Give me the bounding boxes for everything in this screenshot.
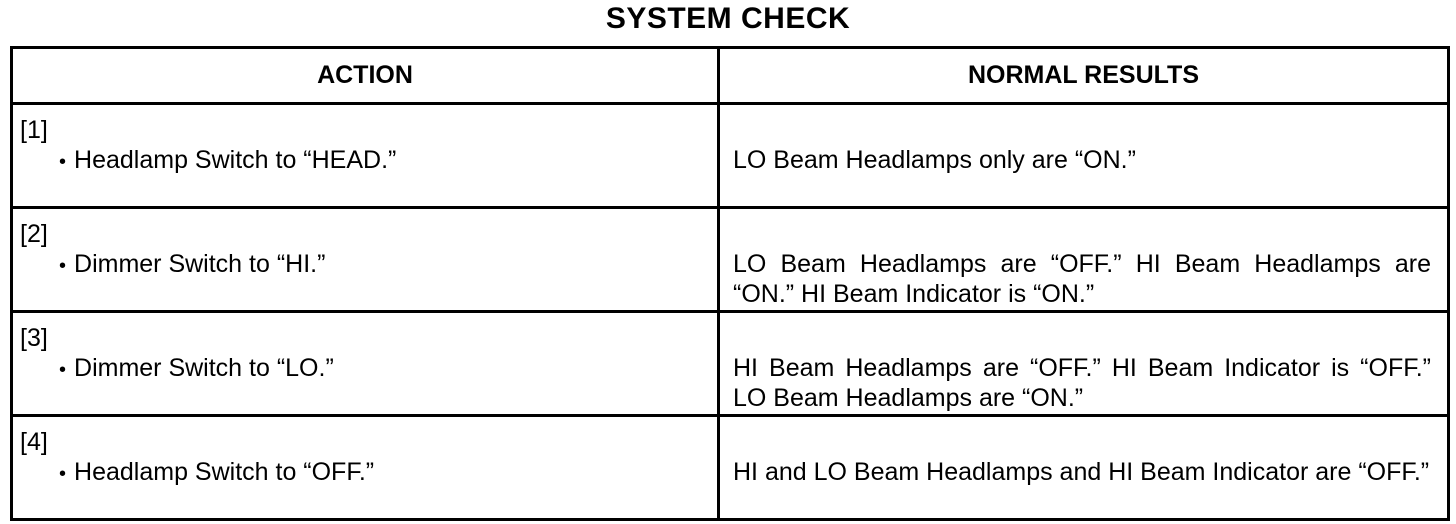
table-row [12, 208, 1449, 312]
bullet-icon: • [59, 151, 67, 173]
step-action [13, 145, 717, 177]
step-number: [2] [20, 220, 48, 248]
table-row [12, 104, 1449, 208]
bullet-icon: • [59, 463, 67, 485]
step-action-text: Headlamp Switch to “HEAD.” [74, 146, 397, 174]
action-cell [12, 312, 719, 416]
system-check-table [10, 46, 1450, 521]
action-cell [12, 208, 719, 312]
page-title: SYSTEM CHECK [605, 2, 851, 35]
result-cell [719, 104, 1449, 208]
step-result: LO Beam Headlamps only are “ON.” [733, 146, 1136, 174]
step-result: LO Beam Headlamps are “OFF.” HI Beam Headlamps are “ON.” HI Beam Indicator is “ON.” [733, 250, 1431, 308]
table-header-row [12, 48, 1449, 104]
result-cell [719, 312, 1449, 416]
results-column-header: NORMAL RESULTS [719, 48, 1449, 104]
step-number: [1] [20, 116, 48, 144]
result-cell [719, 208, 1449, 312]
step-action-text: Dimmer Switch to “HI.” [74, 250, 326, 278]
action-cell [12, 104, 719, 208]
action-cell [12, 416, 719, 520]
bullet-icon: • [59, 359, 67, 381]
step-action [13, 353, 717, 385]
bullet-icon: • [59, 255, 67, 277]
result-cell [719, 416, 1449, 520]
table-row [12, 312, 1449, 416]
step-action [13, 249, 717, 281]
table-row [12, 416, 1449, 520]
step-result: HI Beam Headlamps are “OFF.” HI Beam Indicator is “OFF.” LO Beam Headlamps are “ON.” [733, 354, 1431, 412]
step-result: HI and LO Beam Headlamps and HI Beam Indicator are “OFF.” [733, 458, 1430, 486]
step-action [13, 457, 717, 489]
step-action-text: Dimmer Switch to “LO.” [74, 354, 334, 382]
action-column-header: ACTION [12, 48, 719, 104]
step-action-text: Headlamp Switch to “OFF.” [74, 458, 375, 486]
step-number: [3] [20, 324, 48, 352]
step-number: [4] [20, 428, 48, 456]
